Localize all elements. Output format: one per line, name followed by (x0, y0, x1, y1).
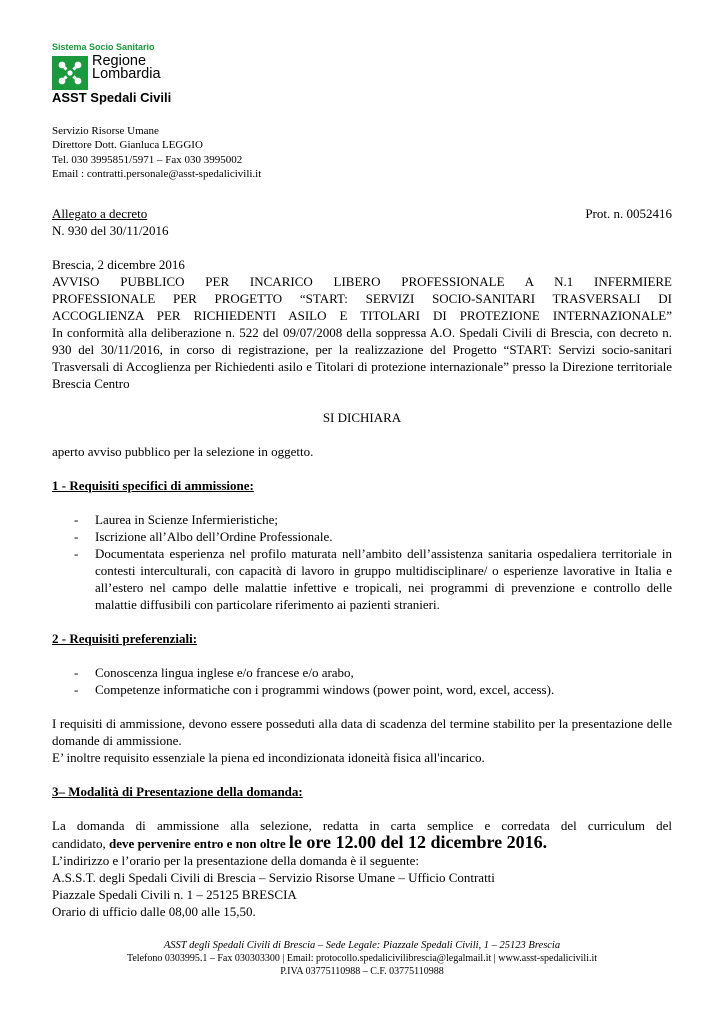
section3-heading: 3– Modalità di Presentazione della domanda: (52, 784, 303, 799)
document-body (52, 205, 672, 920)
title-line-2: PROFESSIONALE PER PROGETTO “START: SERVIZI SOCIO-SANITARI TRASVERSALI DI (52, 291, 672, 306)
office-phone: Tel. 030 3995851/5971 – Fax 030 3995002 (52, 153, 243, 166)
address-line-2: Piazzale Spedali Civili n. 1 – 25125 BRESCIA (52, 887, 297, 902)
document-date: Brescia, 2 dicembre 2016 (52, 257, 185, 272)
office-email: Email : contratti.personale@asst-spedalicivili.it (52, 167, 262, 180)
office-director: Direttore Dott. Gianluca LEGGIO (52, 139, 203, 152)
list-item: - Conoscenza lingua inglese e/o francese e/o arabo, (52, 664, 672, 681)
protocol-number: Prot. n. 0052416 (585, 206, 672, 221)
organization-logo (52, 42, 252, 112)
deadline-date: le ore 12.00 del 12 dicembre 2016. (288, 832, 548, 852)
logo-asst-name: ASST Spedali Civili (52, 90, 172, 105)
list-item: - Laurea in Scienze Infermieristiche; (52, 511, 672, 528)
footer-legal-seat: ASST degli Spedali Civili di Brescia – Sede Legale: Piazzale Spedali Civili, 1 – 25123 Brescia (163, 940, 561, 951)
decree-number: N. 930 del 30/11/2016 (52, 223, 169, 238)
lombardia-rose-icon (52, 56, 88, 90)
list-item: - Iscrizione all’Albo dell’Ordine Professionale. (52, 528, 672, 545)
logo-region-name: Regione Lombardia (92, 53, 161, 82)
footer-tax-ids: P.IVA 03775110988 – C.F. 03775110988 (280, 966, 444, 977)
title-line-1: AVVISO PUBBLICO PER INCARICO LIBERO PROFESSIONALE A N.1 INFERMIERE (52, 274, 672, 289)
section3-paragraph-line2: candidato, deve pervenire entro e non oltre le ore 12.00 del 12 dicembre 2016. (52, 832, 548, 852)
section2-list (52, 664, 672, 698)
address-intro: L’indirizzo e l’orario per la presentazione della domanda è il seguente: (52, 853, 419, 868)
fitness-note: E’ inoltre requisito essenziale la piena ed incondizionata idoneità fisica all'incarico. (52, 750, 485, 765)
declaration-heading: SI DICHIARA (322, 410, 402, 425)
title-line-3: ACCOGLIENZA PER RICHIEDENTI ASILO E TITOLARI DI PROTEZIONE INTERNAZIONALE” (52, 308, 672, 323)
deadline-lead: deve pervenire entro e non oltre (109, 836, 289, 851)
section1-list (52, 511, 672, 613)
logo-system-text: Sistema Socio Sanitario (52, 42, 155, 52)
section2-heading: 2 - Requisiti preferenziali: (52, 631, 198, 646)
office-contact-block (52, 124, 261, 181)
allegato-label: Allegato a decreto (52, 206, 148, 221)
page-footer (52, 939, 672, 978)
section3-paragraph-line1: La domanda di ammissione alla selezione, redatta in carta semplice e corredata del curriculum del (52, 818, 672, 833)
office-department: Servizio Risorse Umane (52, 125, 159, 137)
section1-heading: 1 - Requisiti specifici di ammissione: (52, 478, 254, 493)
intro-paragraph: In conformità alla deliberazione n. 522 del 09/07/2008 della soppressa A.O. Spedali Civili di Brescia, con decreto n. 930 del 30/11/2016, in corso di registrazione, per la realizzazione del Progetto “START: Servizi socio-sanitari Trasversali di Accoglienza per Richiedenti asilo e Titolari di protezione internazionale” presso la Direzione territoriale Brescia Centro (52, 325, 672, 391)
declaration-text: aperto avviso pubblico per la selezione in oggetto. (52, 444, 314, 459)
list-item: - Documentata esperienza nel profilo maturata nell’ambito dell’assistenza sanitaria ospedaliera territoriale in contesti interculturali, con capacità di lavoro in gruppo multidisciplinare/ o esperienze lavorative in Italia e all’estero nel campo delle malattie infettive e tropicali, nei programmi di prevenzione e controllo delle malattie diffusibili con particolare riferimento ai pazienti stranieri. (52, 545, 672, 613)
address-line-1: A.S.S.T. degli Spedali Civili di Brescia – Servizio Risorse Umane – Ufficio Contratti (52, 870, 495, 885)
list-item: - Competenze informatiche con i programmi windows (power point, word, excel, access). (52, 681, 672, 698)
footer-contacts: Telefono 0303995.1 – Fax 030303300 | Email: protocollo.spedalicivilibrescia@legalmail.it | www.asst-spedalicivili.it (126, 953, 598, 964)
reference-row (52, 205, 672, 222)
requirements-note: I requisiti di ammissione, devono essere posseduti alla data di scadenza del termine stabilito per la presentazione delle domande di ammissione. (52, 716, 672, 748)
office-hours: Orario di ufficio dalle 08,00 alle 15,50. (52, 904, 256, 919)
